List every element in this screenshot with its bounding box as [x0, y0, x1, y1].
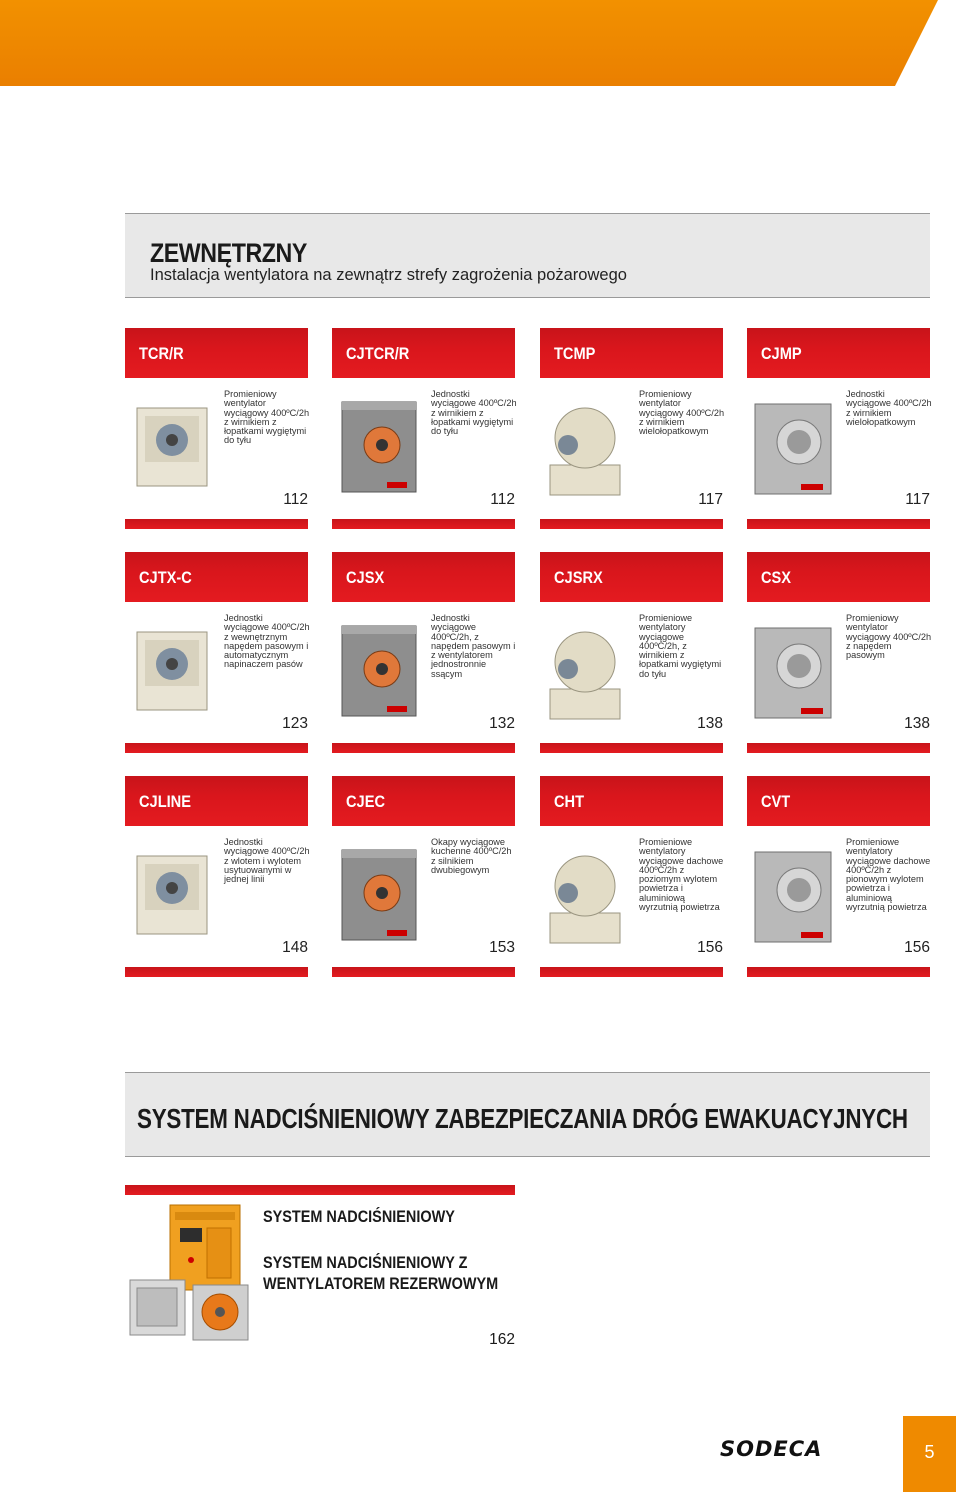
product-page-number: 112 — [490, 491, 515, 508]
product-header — [332, 552, 515, 602]
product-header — [747, 776, 930, 826]
product-page-number: 153 — [489, 939, 515, 956]
sodeca-logo — [720, 1437, 855, 1459]
section-subtitle: Instalacja wentylatora na zewnątrz strefy zagrożenia pożarowego — [150, 266, 627, 284]
product-card — [332, 552, 515, 753]
page-number-tab — [903, 1416, 956, 1492]
product-card — [540, 776, 723, 977]
product-header — [540, 776, 723, 826]
section-title: ZEWNĘTRZNY — [150, 238, 307, 268]
product-page-number: 156 — [697, 939, 723, 956]
product-description: Jednostki wyciągowe 400ºC/2h z wirnikiem z łopatkami wygiętymi do tyłu — [431, 389, 517, 437]
product-card — [125, 776, 308, 977]
product-header — [332, 776, 515, 826]
product-description: Jednostki wyciągowe 400ºC/2h z wirnikiem wielołopatkowym — [846, 389, 932, 427]
product-name: CHT — [554, 792, 585, 811]
product-name: CJMP — [761, 344, 802, 363]
section-header-external — [125, 213, 930, 298]
product-header — [125, 328, 308, 378]
top-banner — [0, 0, 960, 86]
product-header — [747, 328, 930, 378]
product-page-number: 148 — [282, 939, 308, 956]
product-name: TCR/R — [139, 344, 184, 363]
product-page-number: 156 — [904, 939, 930, 956]
product-card — [747, 328, 930, 529]
page-number: 5 — [924, 1442, 935, 1462]
product-description: Promieniowy wentylator wyciągowy 400ºC/2h z wirnikiem z łopatkami wygiętymi do tyłu — [224, 389, 310, 446]
product-image — [540, 390, 632, 502]
product-page-number: 138 — [904, 715, 930, 732]
product-image — [747, 838, 839, 950]
product-header — [540, 328, 723, 378]
product-name: CVT — [761, 792, 791, 811]
system-option-basic: SYSTEM NADCIŚNIENIOWY — [263, 1207, 455, 1226]
product-card — [332, 328, 515, 529]
product-header — [125, 552, 308, 602]
product-header — [747, 552, 930, 602]
system-option-reserve — [263, 1252, 498, 1294]
product-footer-bar — [540, 967, 723, 977]
product-header — [332, 328, 515, 378]
product-name: CSX — [761, 568, 792, 587]
product-description: Okapy wyciągowe kuchenne 400ºC/2h z silnikiem dwubiegowym — [431, 837, 512, 875]
product-card — [332, 776, 515, 977]
system-option-reserve-line2: WENTYLATOREM REZERWOWYM — [263, 1274, 499, 1293]
product-image — [125, 390, 217, 502]
product-footer-bar — [125, 967, 308, 977]
product-card — [747, 776, 930, 977]
product-footer-bar — [747, 967, 930, 977]
product-description: Jednostki wyciągowe 400ºC/2h, z napędem pasowym i z wentylatorem jednostronnie ssącym — [431, 613, 516, 679]
section-title: SYSTEM NADCIŚNIENIOWY ZABEZPIECZANIA DRÓG EWAKUACYJNYCH — [137, 1103, 908, 1134]
product-name: TCMP — [554, 344, 596, 363]
product-name: CJTCR/R — [346, 344, 410, 363]
product-page-number: 117 — [905, 491, 930, 508]
product-footer-bar — [125, 519, 308, 529]
product-footer-bar — [747, 743, 930, 753]
product-card — [747, 552, 930, 753]
product-page-number: 138 — [697, 715, 723, 732]
product-image — [125, 838, 217, 950]
product-image — [540, 614, 632, 726]
product-image — [332, 614, 424, 726]
product-card — [540, 552, 723, 753]
product-name: CJSRX — [554, 568, 603, 587]
product-footer-bar — [540, 743, 723, 753]
product-card — [125, 552, 308, 753]
product-name: CJEC — [346, 792, 386, 811]
product-page-number: 123 — [282, 715, 308, 732]
product-footer-bar — [332, 519, 515, 529]
product-card — [125, 328, 308, 529]
product-page-number: 112 — [283, 491, 308, 508]
product-header — [125, 776, 308, 826]
product-footer-bar — [540, 519, 723, 529]
product-image — [332, 838, 424, 950]
system-header-bar — [125, 1185, 515, 1195]
product-image — [540, 838, 632, 950]
product-header — [540, 552, 723, 602]
product-name: CJSX — [346, 568, 385, 587]
product-card — [540, 328, 723, 529]
product-description: Jednostki wyciągowe 400ºC/2h z wewnętrznym napędem pasowym i automatycznym napinaczem pasów — [224, 613, 310, 670]
product-image — [747, 390, 839, 502]
product-name: CJLINE — [139, 792, 192, 811]
product-name: CJTX-C — [139, 568, 192, 587]
product-description: Promieniowe wentylatory wyciągowe 400ºC/2h, z wirnikiem z łopatkami wygiętymi do tyłu — [639, 613, 722, 679]
product-image — [747, 614, 839, 726]
product-description: Promieniowe wentylatory wyciągowe dachowe 400ºC/2h z pionowym wylotem powietrza i aluminiową wyrzutnią powietrza — [846, 837, 931, 913]
product-description: Promieniowy wentylator wyciągowy 400ºC/2h z wirnikiem wielołopatkowym — [639, 389, 725, 437]
product-description: Promieniowy wentylator wyciągowy 400ºC/2h z napędem pasowym — [846, 613, 932, 661]
system-page-number: 162 — [489, 1331, 515, 1348]
svg-text:SODECA: SODECA — [720, 1437, 823, 1459]
product-image — [332, 390, 424, 502]
product-description: Promieniowe wentylatory wyciągowe dachowe 400ºC/2h z poziomym wylotem powietrza i aluminiową wyrzutnią powietrza — [639, 837, 724, 913]
product-page-number: 117 — [698, 491, 723, 508]
product-page-number: 132 — [489, 715, 515, 732]
product-footer-bar — [125, 743, 308, 753]
product-footer-bar — [747, 519, 930, 529]
product-description: Jednostki wyciągowe 400ºC/2h z wlotem i wylotem usytuowanymi w jednej linii — [224, 837, 310, 885]
system-product-image — [125, 1200, 255, 1350]
product-image — [125, 614, 217, 726]
system-option-reserve-line1: SYSTEM NADCIŚNIENIOWY Z — [263, 1253, 468, 1272]
product-footer-bar — [332, 743, 515, 753]
product-footer-bar — [332, 967, 515, 977]
section-header-pressurization — [125, 1072, 930, 1157]
